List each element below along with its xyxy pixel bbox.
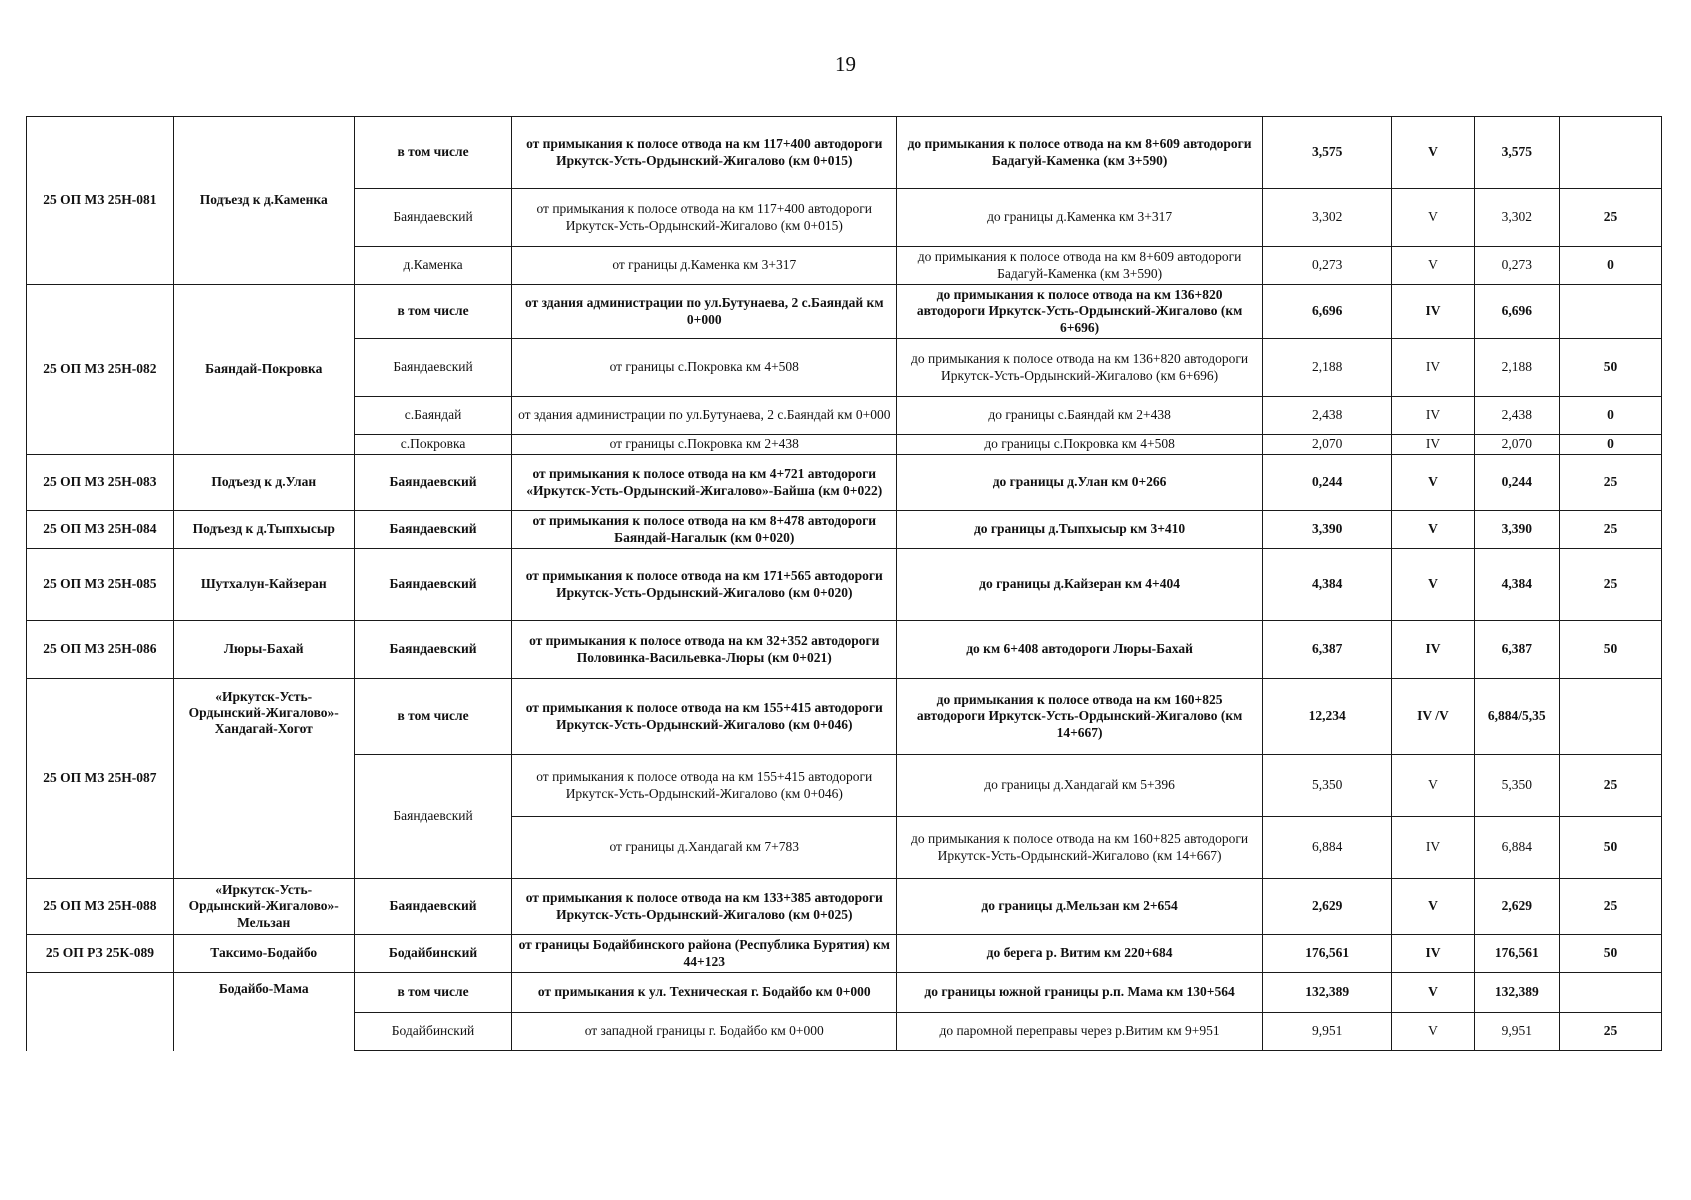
length-cell: 2,070 xyxy=(1263,435,1392,455)
table-row xyxy=(27,973,1662,1013)
extra-cell: 25 xyxy=(1560,549,1662,621)
table-row xyxy=(27,117,1662,189)
road-code: 25 ОП МЗ 25Н-084 xyxy=(27,511,174,549)
to-cell: до границы южной границы р.п. Мама км 130+564 xyxy=(897,973,1263,1013)
extra-cell: 25 xyxy=(1560,755,1662,817)
length-cell: 6,884 xyxy=(1263,817,1392,879)
category-length-cell: 9,951 xyxy=(1474,1013,1559,1051)
district-cell: Баяндаевский xyxy=(354,455,512,511)
to-cell: до примыкания к полосе отвода на км 160+825 автодороги Иркутск-Усть-Ордынский-Жигалово (км 14+667) xyxy=(897,679,1263,755)
extra-cell xyxy=(1560,117,1662,189)
category-length-cell: 4,384 xyxy=(1474,549,1559,621)
category-cell: V xyxy=(1392,1013,1474,1051)
road-code: 25 ОП МЗ 25Н-088 xyxy=(27,879,174,935)
extra-cell: 0 xyxy=(1560,435,1662,455)
category-cell: IV xyxy=(1392,817,1474,879)
road-code: 25 ОП МЗ 25Н-085 xyxy=(27,549,174,621)
road-name: Бодайбо-Мама xyxy=(173,973,354,1051)
road-name: Баяндай-Покровка xyxy=(173,285,354,455)
length-cell: 176,561 xyxy=(1263,935,1392,973)
to-cell: до границы д.Хандагай км 5+396 xyxy=(897,755,1263,817)
extra-cell: 25 xyxy=(1560,879,1662,935)
from-cell: от примыкания к полосе отвода на км 117+400 автодороги Иркутск-Усть-Ордынский-Жигалово (км 0+015) xyxy=(512,117,897,189)
from-cell: от западной границы г. Бодайбо км 0+000 xyxy=(512,1013,897,1051)
to-cell: до границы д.Улан км 0+266 xyxy=(897,455,1263,511)
extra-cell: 25 xyxy=(1560,1013,1662,1051)
category-length-cell: 2,188 xyxy=(1474,339,1559,397)
district-cell: с.Покровка xyxy=(354,435,512,455)
road-code: 25 ОП МЗ 25Н-086 xyxy=(27,621,174,679)
district-cell: Баяндаевский xyxy=(354,879,512,935)
extra-cell: 50 xyxy=(1560,935,1662,973)
district-cell: Бодайбинский xyxy=(354,1013,512,1051)
to-cell: до км 6+408 автодороги Люры-Бахай xyxy=(897,621,1263,679)
road-name: «Иркутск-Усть-Ордынский-Жигалово»-Мельзан xyxy=(173,879,354,935)
extra-cell: 50 xyxy=(1560,621,1662,679)
road-name: Люры-Бахай xyxy=(173,621,354,679)
road-name: Подъезд к д.Тыпхысыр xyxy=(173,511,354,549)
road-name: «Иркутск-Усть-Ордынский-Жигалово»-Хандагай-Хогот xyxy=(173,679,354,879)
category-cell: IV xyxy=(1392,435,1474,455)
table-row xyxy=(27,879,1662,935)
category-length-cell: 3,390 xyxy=(1474,511,1559,549)
length-cell: 2,188 xyxy=(1263,339,1392,397)
from-cell: от примыкания к полосе отвода на км 155+415 автодороги Иркутск-Усть-Ордынский-Жигалово (км 0+046) xyxy=(512,755,897,817)
from-cell: от границы с.Покровка км 2+438 xyxy=(512,435,897,455)
district-cell: в том числе xyxy=(354,679,512,755)
length-cell: 6,387 xyxy=(1263,621,1392,679)
length-cell: 3,390 xyxy=(1263,511,1392,549)
district-cell: в том числе xyxy=(354,973,512,1013)
from-cell: от границы д.Каменка км 3+317 xyxy=(512,247,897,285)
road-name: Подъезд к д.Каменка xyxy=(173,117,354,285)
category-cell: IV xyxy=(1392,397,1474,435)
from-cell: от границы с.Покровка км 4+508 xyxy=(512,339,897,397)
extra-cell xyxy=(1560,285,1662,339)
to-cell: до примыкания к полосе отвода на км 160+825 автодороги Иркутск-Усть-Ордынский-Жигалово (км 14+667) xyxy=(897,817,1263,879)
category-length-cell: 2,070 xyxy=(1474,435,1559,455)
length-cell: 132,389 xyxy=(1263,973,1392,1013)
from-cell: от примыкания к полосе отвода на км 8+478 автодороги Баяндай-Нагалык (км 0+020) xyxy=(512,511,897,549)
category-length-cell: 2,629 xyxy=(1474,879,1559,935)
table-row xyxy=(27,285,1662,339)
page-number: 19 xyxy=(835,52,856,76)
from-cell: от примыкания к полосе отвода на км 117+400 автодороги Иркутск-Усть-Ордынский-Жигалово (км 0+015) xyxy=(512,189,897,247)
length-cell: 2,629 xyxy=(1263,879,1392,935)
extra-cell: 25 xyxy=(1560,189,1662,247)
district-cell: с.Баяндай xyxy=(354,397,512,435)
table-row xyxy=(27,455,1662,511)
to-cell: до границы д.Кайзеран км 4+404 xyxy=(897,549,1263,621)
to-cell: до границы д.Тыпхысыр км 3+410 xyxy=(897,511,1263,549)
district-cell: Баяндаевский xyxy=(354,339,512,397)
category-cell: V xyxy=(1392,117,1474,189)
category-cell: V xyxy=(1392,189,1474,247)
road-name: Шутхалун-Кайзеран xyxy=(173,549,354,621)
from-cell: от примыкания к полосе отвода на км 155+415 автодороги Иркутск-Усть-Ордынский-Жигалово (км 0+046) xyxy=(512,679,897,755)
road-code: 25 ОП МЗ 25Н-081 xyxy=(27,117,174,285)
category-length-cell: 0,273 xyxy=(1474,247,1559,285)
category-length-cell: 3,302 xyxy=(1474,189,1559,247)
table-row xyxy=(27,511,1662,549)
category-length-cell: 132,389 xyxy=(1474,973,1559,1013)
length-cell: 3,575 xyxy=(1263,117,1392,189)
district-cell: Баяндаевский xyxy=(354,511,512,549)
from-cell: от примыкания к полосе отвода на км 32+352 автодороги Половинка-Васильевка-Люры (км 0+021) xyxy=(512,621,897,679)
category-cell: IV /V xyxy=(1392,679,1474,755)
from-cell: от примыкания к полосе отвода на км 4+721 автодороги «Иркутск-Усть-Ордынский-Жигалово»-Байша (км 0+022) xyxy=(512,455,897,511)
to-cell: до границы с.Покровка км 4+508 xyxy=(897,435,1263,455)
district-cell: д.Каменка xyxy=(354,247,512,285)
to-cell: до примыкания к полосе отвода на км 8+609 автодороги Бадагуй-Каменка (км 3+590) xyxy=(897,117,1263,189)
from-cell: от здания администрации по ул.Бутунаева, 2 с.Баяндай км 0+000 xyxy=(512,397,897,435)
road-code xyxy=(27,973,174,1051)
district-cell: Баяндаевский xyxy=(354,621,512,679)
district-cell: в том числе xyxy=(354,285,512,339)
extra-cell xyxy=(1560,679,1662,755)
to-cell: до примыкания к полосе отвода на км 8+609 автодороги Бадагуй-Каменка (км 3+590) xyxy=(897,247,1263,285)
category-cell: V xyxy=(1392,455,1474,511)
category-length-cell: 6,387 xyxy=(1474,621,1559,679)
extra-cell: 50 xyxy=(1560,339,1662,397)
length-cell: 4,384 xyxy=(1263,549,1392,621)
to-cell: до паромной переправы через р.Витим км 9+951 xyxy=(897,1013,1263,1051)
length-cell: 12,234 xyxy=(1263,679,1392,755)
to-cell: до примыкания к полосе отвода на км 136+820 автодороги Иркутск-Усть-Ордынский-Жигалово (км 6+696) xyxy=(897,285,1263,339)
from-cell: от примыкания к ул. Техническая г. Бодайбо км 0+000 xyxy=(512,973,897,1013)
road-name: Подъезд к д.Улан xyxy=(173,455,354,511)
from-cell: от здания администрации по ул.Бутунаева, 2 с.Баяндай км 0+000 xyxy=(512,285,897,339)
category-cell: V xyxy=(1392,549,1474,621)
table-row xyxy=(27,621,1662,679)
road-code: 25 ОП МЗ 25Н-087 xyxy=(27,679,174,879)
to-cell: до границы д.Каменка км 3+317 xyxy=(897,189,1263,247)
category-length-cell: 176,561 xyxy=(1474,935,1559,973)
extra-cell xyxy=(1560,973,1662,1013)
category-cell: V xyxy=(1392,973,1474,1013)
length-cell: 9,951 xyxy=(1263,1013,1392,1051)
category-length-cell: 0,244 xyxy=(1474,455,1559,511)
extra-cell: 0 xyxy=(1560,247,1662,285)
extra-cell: 0 xyxy=(1560,397,1662,435)
category-length-cell: 3,575 xyxy=(1474,117,1559,189)
length-cell: 5,350 xyxy=(1263,755,1392,817)
to-cell: до границы с.Баяндай км 2+438 xyxy=(897,397,1263,435)
district-cell: Баяндаевский xyxy=(354,189,512,247)
length-cell: 0,244 xyxy=(1263,455,1392,511)
extra-cell: 50 xyxy=(1560,817,1662,879)
category-length-cell: 5,350 xyxy=(1474,755,1559,817)
category-cell: V xyxy=(1392,247,1474,285)
length-cell: 0,273 xyxy=(1263,247,1392,285)
to-cell: до границы д.Мельзан км 2+654 xyxy=(897,879,1263,935)
road-code: 25 ОП РЗ 25К-089 xyxy=(27,935,174,973)
district-cell: Бодайбинский xyxy=(354,935,512,973)
road-code: 25 ОП МЗ 25Н-082 xyxy=(27,285,174,455)
road-name: Таксимо-Бодайбо xyxy=(173,935,354,973)
to-cell: до берега р. Витим км 220+684 xyxy=(897,935,1263,973)
category-cell: V xyxy=(1392,511,1474,549)
from-cell: от границы д.Хандагай км 7+783 xyxy=(512,817,897,879)
from-cell: от примыкания к полосе отвода на км 133+385 автодороги Иркутск-Усть-Ордынский-Жигалово (км 0+025) xyxy=(512,879,897,935)
category-length-cell: 6,696 xyxy=(1474,285,1559,339)
roads-table xyxy=(26,116,1662,1051)
category-cell: V xyxy=(1392,879,1474,935)
road-code: 25 ОП МЗ 25Н-083 xyxy=(27,455,174,511)
length-cell: 6,696 xyxy=(1263,285,1392,339)
category-cell: IV xyxy=(1392,621,1474,679)
length-cell: 3,302 xyxy=(1263,189,1392,247)
category-length-cell: 6,884 xyxy=(1474,817,1559,879)
district-cell: в том числе xyxy=(354,117,512,189)
category-cell: IV xyxy=(1392,285,1474,339)
from-cell: от примыкания к полосе отвода на км 171+565 автодороги Иркутск-Усть-Ордынский-Жигалово (км 0+020) xyxy=(512,549,897,621)
to-cell: до примыкания к полосе отвода на км 136+820 автодороги Иркутск-Усть-Ордынский-Жигалово (км 6+696) xyxy=(897,339,1263,397)
category-length-cell: 6,884/5,35 xyxy=(1474,679,1559,755)
category-cell: IV xyxy=(1392,339,1474,397)
category-cell: IV xyxy=(1392,935,1474,973)
district-cell: Баяндаевский xyxy=(354,755,512,879)
table-row xyxy=(27,679,1662,755)
category-length-cell: 2,438 xyxy=(1474,397,1559,435)
category-cell: V xyxy=(1392,755,1474,817)
extra-cell: 25 xyxy=(1560,455,1662,511)
table-row xyxy=(27,935,1662,973)
district-cell: Баяндаевский xyxy=(354,549,512,621)
length-cell: 2,438 xyxy=(1263,397,1392,435)
table-row xyxy=(27,549,1662,621)
from-cell: от границы Бодайбинского района (Республика Бурятия) км 44+123 xyxy=(512,935,897,973)
extra-cell: 25 xyxy=(1560,511,1662,549)
